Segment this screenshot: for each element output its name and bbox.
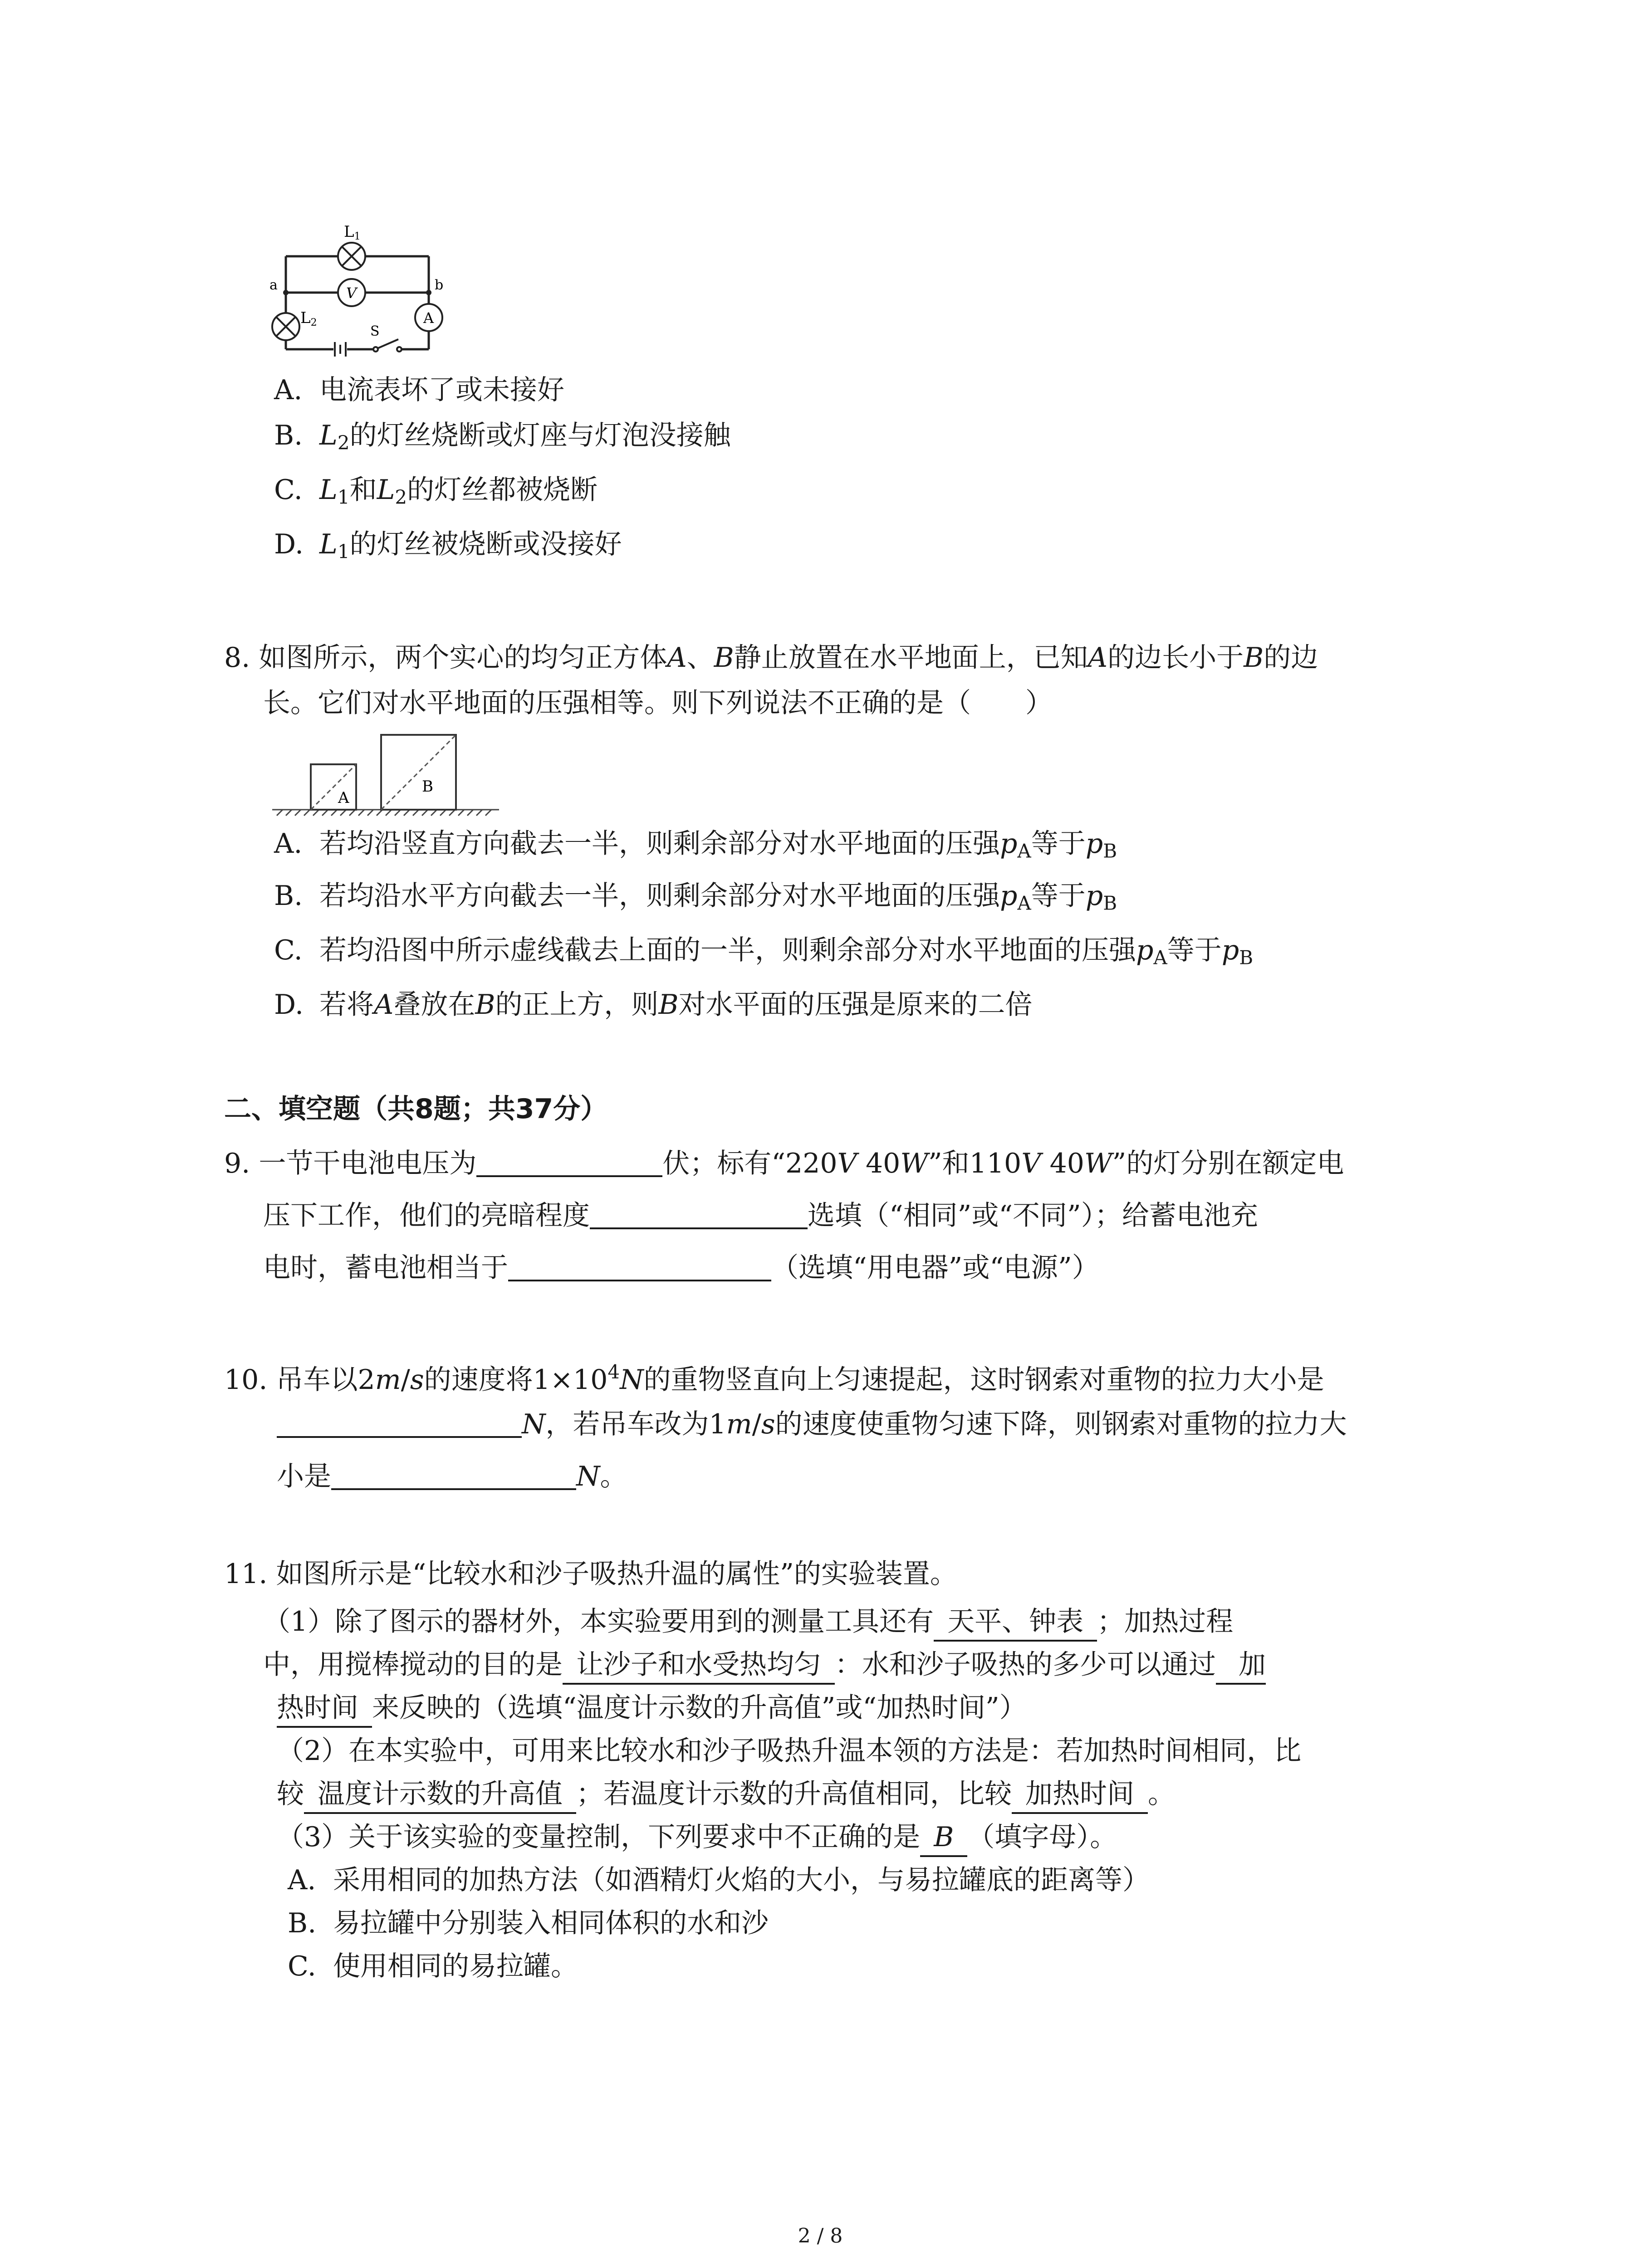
battery-icon [335,342,346,357]
svg-text:A: A [338,789,349,807]
label-v: V [346,284,357,302]
q11-part2-line1: （2）在本实验中，可用来比较水和沙子吸热升温本领的方法是：若加热时间相同，比 [277,1735,1302,1767]
q11-answer-3b: 热时间 [277,1690,372,1728]
q10-line1: 10. 吊车以2m/s的速度将$1\times 10^4N$的重物竖直向上匀速提起，这时钢索对重物的拉力大小是 [224,1361,1324,1396]
q8-stem-line2: 长。它们对水平地面的压强相等。则下列说法不正确的是（ ） [263,687,1053,719]
cube-b [381,735,456,810]
q7-option-a: A. 电流表坏了或未接好 [274,374,564,406]
svg-text:B: B [422,777,433,796]
q7-option-d: D. $L_1$的灯丝被烧断或没接好 [274,528,622,563]
q11-part1-line2: 中，用搅棒搅动的目的是 让沙子和水受热均匀 ：水和沙子吸热的多少可以通过 加 [263,1647,1266,1685]
q8-option-c: C. 若均沿图中所示虚线截去上面的一半，则剩余部分对水平地面的压强$p_A$等于$p_B$ [274,934,1254,969]
label-node-a: a [269,277,278,293]
q11-part3: （3）关于该实验的变量控制，下列要求中不正确的是 B （填字母）。 [277,1819,1117,1857]
q11-part2-line2: 较 温度计示数的升高值 ；若温度计示数的升高值相同，比较 加热时间 。 [277,1776,1175,1814]
q9-blank-2[interactable] [590,1199,808,1229]
q9-line1: 9. 一节干电池电压为 伏；标有“220V 40W”和110V 40W”的灯分别在额定电 [224,1148,1344,1179]
section-fill-in-heading: 二、填空题（共8题；共37分） [224,1093,608,1125]
switch-icon [373,339,402,352]
label-l1: L1 [344,223,361,242]
q11-answer-6: B [920,1819,967,1857]
q9-line3: 电时，蓄电池相当于 （选填“用电器”或“电源”） [263,1252,1099,1284]
q11-answer-4: 温度计示数的升高值 [304,1776,576,1814]
q11-option-b: B. 易拉罐中分别装入相同体积的水和沙 [288,1907,769,1939]
label-node-b: b [435,277,444,293]
lamp-l1-icon [338,243,365,270]
q9-line2: 压下工作，他们的亮暗程度 选填（“相同”或“不同”）；给蓄电池充 [263,1200,1258,1232]
cubes-figure [268,726,504,816]
q10-blank-1[interactable] [277,1408,522,1438]
q10-line3: 小是 N。 [277,1461,627,1492]
cube-a [311,764,356,810]
label-l2: L2 [300,309,317,328]
q7-option-b: B. $L_2$的灯丝烧断或灯座与灯泡没接触 [274,420,731,454]
q11-option-a: A. 采用相同的加热方法（如酒精灯火焰的大小，与易拉罐底的距离等） [288,1864,1150,1896]
label-s: S [370,323,380,339]
q10-blank-2[interactable] [331,1460,576,1490]
q9-blank-1[interactable] [476,1147,662,1177]
label-a: A [423,309,434,327]
q11-part1-line1: （1）除了图示的器材外，本实验要用到的测量工具还有 天平、钟表 ；加热过程 [263,1603,1233,1642]
q8-stem-line1: 8. 如图所示，两个实心的均匀正方体A、B静止放置在水平地面上，已知A的边长小于B的边 [224,642,1318,674]
lamp-l2-icon [272,313,299,340]
q7-option-c: C. $L_1$和$L_2$的灯丝都被烧断 [274,474,598,508]
q11-option-c: C. 使用相同的易拉罐。 [288,1950,578,1982]
q11-stem: 11. 如图所示是“比较水和沙子吸热升温的属性”的实验装置。 [224,1558,957,1590]
q8-option-b: B. 若均沿水平方向截去一半，则剩余部分对水平地面的压强$p_A$等于$p_B$ [274,880,1117,914]
q8-option-d: D. 若将A叠放在B的正上方，则B对水平面的压强是原来的二倍 [274,989,1033,1021]
q11-answer-2: 让沙子和水受热均匀 [563,1647,835,1685]
q11-part1-line3: 热时间 来反映的（选填“温度计示数的升高值”或“加热时间”） [277,1690,1027,1728]
page-number: 2 / 8 [798,2224,843,2248]
circuit-diagram [263,213,481,363]
q9-blank-3[interactable] [508,1251,771,1281]
q11-answer-1: 天平、钟表 [934,1603,1097,1642]
q11-answer-3a: 加 [1216,1647,1266,1685]
q8-option-a: A. 若均沿竖直方向截去一半，则剩余部分对水平地面的压强$p_A$等于$p_B$ [274,828,1117,862]
q10-line2: N，若吊车改为1m/s的速度使重物匀速下降，则钢索对重物的拉力大 [277,1406,1347,1442]
q11-answer-5: 加热时间 [1012,1776,1148,1814]
